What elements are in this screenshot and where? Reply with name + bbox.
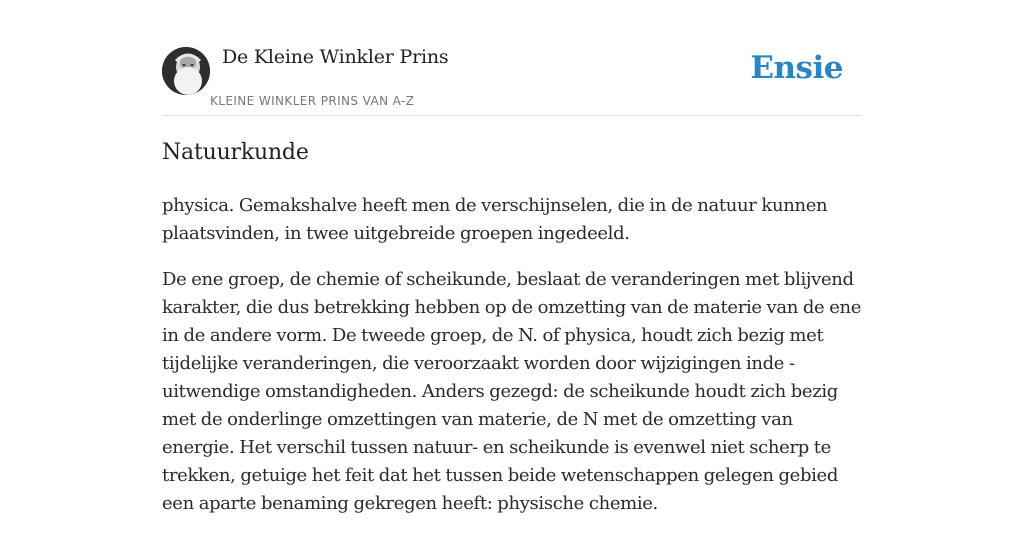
ensie-logo[interactable]: Ensie	[750, 50, 843, 86]
article-paragraph: De ene groep, de chemie of scheikunde, beslaat de veranderingen met blijvend karakter, die dus betrekking hebben op de omzetting van de materie van de ene in de andere vorm. De tweede groep, de N. of physica, houdt zich bezig met tijdelijke veranderingen, die veroorzaakt worden door wijzigingen inde - uitwendige omstandigheden. Anders gezegd: de scheikunde houdt zich bezig met de onderlinge omzettingen van materie, de N met de omzetting van energie. Het verschil tussen natuur- en scheikunde is evenwel niet scherp te trekken, getuige het feit dat het tussen beide wetenschappen gelegen gebied een aparte benaming gekregen heeft: physische chemie.	[162, 269, 862, 514]
page-container	[162, 0, 862, 514]
bearded-man-portrait-icon	[162, 47, 210, 95]
source-subtitle[interactable]: KLEINE WINKLER PRINS VAN A-Z	[210, 94, 415, 108]
source-title[interactable]: De Kleine Winkler Prins	[222, 46, 449, 68]
article-body	[162, 192, 862, 536]
avatar[interactable]	[162, 47, 210, 95]
source-header	[162, 0, 862, 116]
article-paragraph: physica. Gemakshalve heeft men de verschijnselen, die in de natuur kunnen plaatsvinden, in twee uitgebreide groepen ingedeeld.	[162, 195, 828, 244]
article-title: Natuurkunde	[162, 140, 309, 165]
